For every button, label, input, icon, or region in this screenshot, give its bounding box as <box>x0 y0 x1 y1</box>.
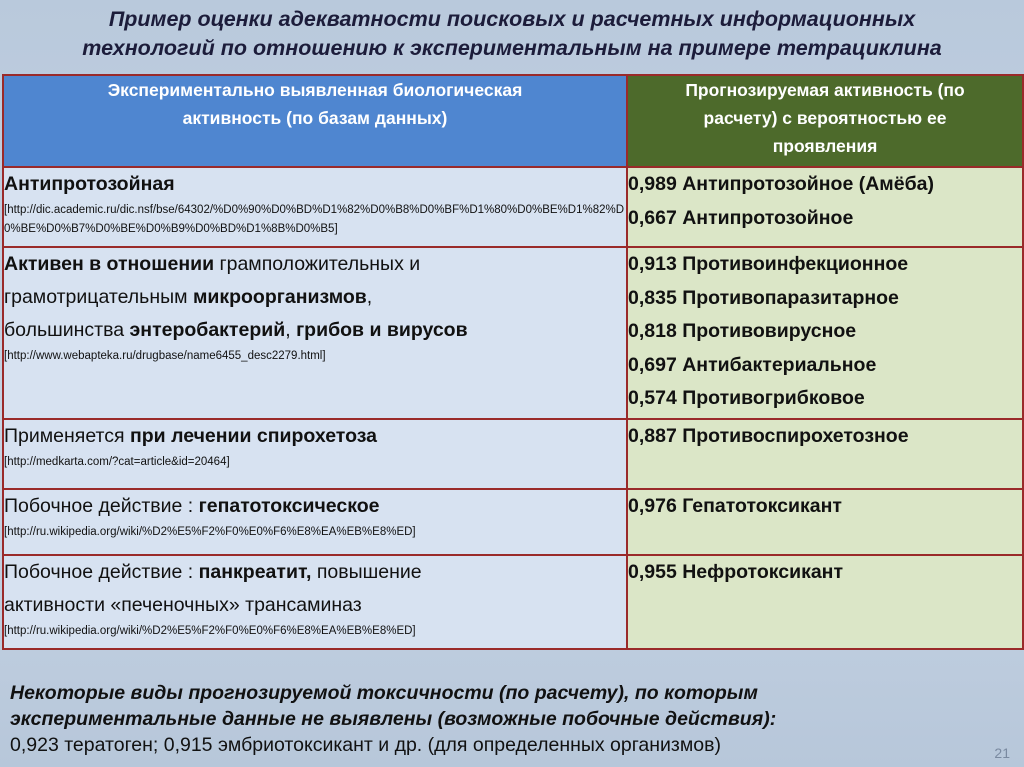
source-url: [http://medkarta.com/?cat=article&id=20464] <box>4 456 230 468</box>
table-header-row <box>3 75 1023 167</box>
prediction-item: 0,955 Нефротоксикант <box>628 561 844 583</box>
activity-line: большинства энтеробактерий, грибов и вирусов <box>4 319 468 341</box>
activity-line: Побочное действие : панкреатит, повышение <box>4 561 422 583</box>
predicted-cell <box>627 167 1023 247</box>
activity-line: активности «печеночных» трансаминаз <box>4 594 362 616</box>
header-predicted: Прогнозируемая активность (по расчету) с вероятностью ее проявления <box>627 75 1023 167</box>
experimental-cell <box>3 247 627 419</box>
slide-title <box>0 0 1024 63</box>
footer-line-1: Некоторые виды прогнозируемой токсичности (по расчету), по которым <box>10 682 758 704</box>
title-line-1: Пример оценки адекватности поисковых и расчетных информационных <box>108 7 916 31</box>
activity-line: Применяется при лечении спирохетоза <box>4 425 378 447</box>
table-row <box>3 247 1023 419</box>
header-experimental: Экспериментально выявленная биологическая активность (по базам данных) <box>3 75 627 167</box>
prediction-item: 0,989 Антипротозойное (Амёба) <box>628 173 934 195</box>
prediction-item: 0,913 Противоинфекционное <box>628 253 909 275</box>
prediction-item: 0,818 Противовирусное <box>628 320 857 342</box>
prediction-item: 0,697 Антибактериальное <box>628 353 877 376</box>
footer-note <box>10 680 1000 758</box>
table-row <box>3 489 1023 555</box>
activity-line: Побочное действие : гепатотоксическое <box>4 495 380 517</box>
source-url: [http://dic.academic.ru/dic.nsf/bse/64302/%D0%90%D0%BD%D1%82%D0%B8%D0%BF%D1%80%D0%BE%D1%82%D0%BE%D0%B7%D0%BE%D0%B9%D0%BD%D1%8B%D0%B5] <box>4 204 625 235</box>
prediction-item: 0,976 Гепатотоксикант <box>628 495 842 517</box>
predicted-cell <box>627 555 1023 649</box>
footer-line-2: экспериментальные данные не выявлены (возможные побочные действия): <box>10 708 777 730</box>
source-url: [http://ru.wikipedia.org/wiki/%D2%E5%F2%F0%E0%F6%E8%EA%EB%E8%ED] <box>4 625 416 637</box>
predicted-cell <box>627 489 1023 555</box>
activity-line: Активен в отношении грамположительных и <box>4 253 421 275</box>
prediction-item: 0,667 Антипротозойное <box>628 206 854 229</box>
activity-title: Антипротозойная <box>4 173 175 195</box>
predicted-cell <box>627 247 1023 419</box>
table-row <box>3 555 1023 649</box>
slide-title-area <box>0 0 1024 74</box>
experimental-cell <box>3 555 627 649</box>
predicted-cell <box>627 419 1023 489</box>
prediction-item: 0,835 Противопаразитарное <box>628 286 899 309</box>
comparison-table <box>2 74 1024 650</box>
prediction-item: 0,574 Противогрибковое <box>628 387 865 409</box>
source-url: [http://www.webapteka.ru/drugbase/name6455_desc2279.html] <box>4 350 326 362</box>
experimental-cell <box>3 489 627 555</box>
prediction-item: 0,887 Противоспирохетозное <box>628 425 909 447</box>
page-number: 21 <box>994 745 1010 761</box>
source-url: [http://ru.wikipedia.org/wiki/%D2%E5%F2%F0%E0%F6%E8%EA%EB%E8%ED] <box>4 526 416 538</box>
footer-line-3: 0,923 тератоген; 0,915 эмбриотоксикант и др. (для определенных организмов) <box>10 734 721 756</box>
activity-line: грамотрицательным микроорганизмов, <box>4 286 373 308</box>
experimental-cell <box>3 167 627 247</box>
table-row <box>3 419 1023 489</box>
table-row <box>3 167 1023 247</box>
experimental-cell <box>3 419 627 489</box>
title-line-2: технологий по отношению к экспериментальным на примере тетрациклина <box>82 36 942 60</box>
